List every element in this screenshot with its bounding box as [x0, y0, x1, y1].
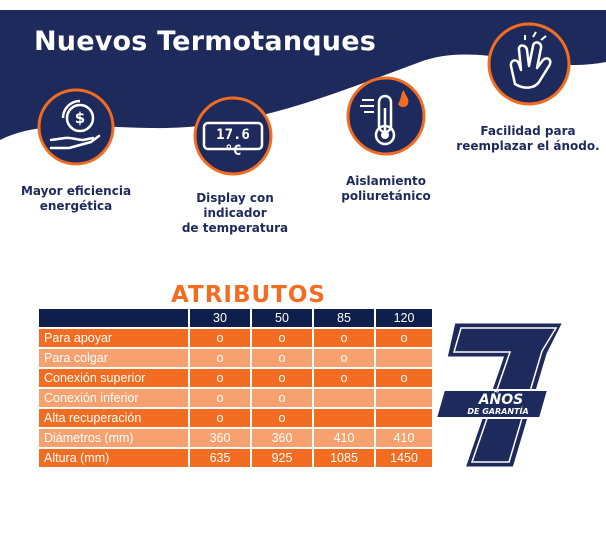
table-cell: [376, 389, 432, 407]
table-cell: o: [252, 369, 312, 387]
table-cell: o: [252, 349, 312, 367]
table-cell: o: [314, 369, 374, 387]
table-cell: o: [190, 349, 250, 367]
svg-text:$: $: [74, 109, 86, 127]
row-label: Diámetros (mm): [39, 429, 188, 447]
table-cell: [376, 409, 432, 427]
table-cell: 1085: [314, 449, 374, 467]
thermometer-display-icon: [191, 94, 275, 178]
row-label: Para colgar: [39, 349, 188, 367]
table-cell: o: [190, 329, 250, 347]
fingers-crossed-icon: [485, 20, 573, 108]
table-header-cell: 120: [376, 309, 432, 327]
table-cell: 925: [252, 449, 312, 467]
table-cell: o: [376, 329, 432, 347]
row-label: Conexión superior: [39, 369, 188, 387]
table-header-row: [39, 309, 432, 327]
warranty-years-label: AÑOS: [478, 392, 524, 408]
table-cell: o: [252, 409, 312, 427]
table-header-cell: 30: [190, 309, 250, 327]
table-header-cell: 85: [314, 309, 374, 327]
table-cell: 410: [314, 429, 374, 447]
page-title: Nuevos Termotanques: [34, 26, 376, 57]
table-cell: 360: [190, 429, 250, 447]
table-cell: [314, 409, 374, 427]
row-label: Altura (mm): [39, 449, 188, 467]
feature-label-efficiency: Mayor eficiencia energética: [20, 184, 132, 213]
table-cell: 1450: [376, 449, 432, 467]
attributes-title: ATRIBUTOS: [171, 282, 326, 308]
table-row: [39, 369, 432, 387]
table-cell: o: [252, 329, 312, 347]
table-cell: o: [314, 329, 374, 347]
table-cell: 410: [376, 429, 432, 447]
table-cell: o: [252, 389, 312, 407]
row-label: Alta recuperación: [39, 409, 188, 427]
attributes-table: [37, 307, 434, 469]
table-row: [39, 409, 432, 427]
warranty-badge: [436, 318, 566, 488]
table-cell: o: [190, 409, 250, 427]
table-header-corner: [39, 309, 188, 327]
table-row: [39, 429, 432, 447]
table-cell: o: [190, 369, 250, 387]
table-cell: o: [376, 369, 432, 387]
table-cell: o: [314, 349, 374, 367]
money-hand-icon: [35, 86, 117, 168]
table-cell: [314, 389, 374, 407]
feature-label-display: Display con indicador de temperatura: [181, 191, 289, 235]
warranty-guarantee-label: DE GARANTÍA: [467, 407, 529, 416]
table-row: [39, 329, 432, 347]
display-value: 17.6 °C: [216, 127, 250, 159]
feature-label-insulation: Aislamiento poliuretánico: [341, 174, 431, 203]
table-cell: [376, 349, 432, 367]
table-cell: 360: [252, 429, 312, 447]
thermometer-insulation-icon: [344, 74, 428, 158]
table-cell: 635: [190, 449, 250, 467]
table-cell: o: [190, 389, 250, 407]
row-label: Conexión inferior: [39, 389, 188, 407]
table-row: [39, 449, 432, 467]
table-header-cell: 50: [252, 309, 312, 327]
row-label: Para apoyar: [39, 329, 188, 347]
table-row: [39, 389, 432, 407]
feature-label-anode: Facilidad para reemplazar el ánodo.: [456, 124, 600, 153]
table-row: [39, 349, 432, 367]
